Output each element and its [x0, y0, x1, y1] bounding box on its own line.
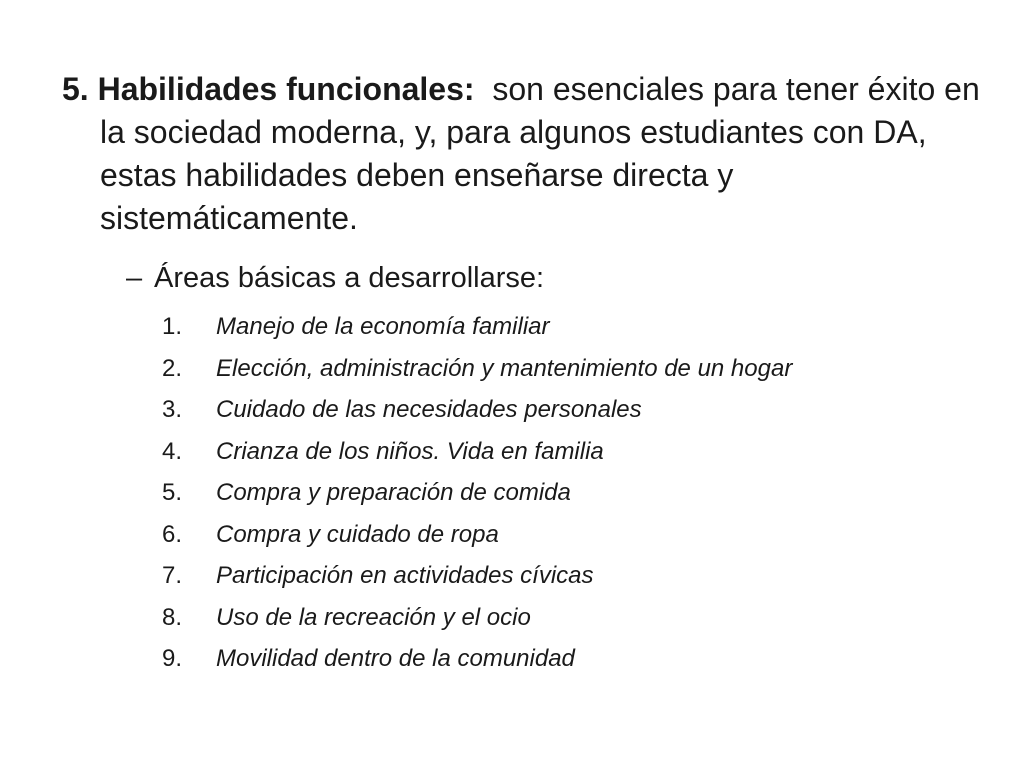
item-number: 5. [162, 479, 183, 506]
item-text: Cuidado de las necesidades personales [216, 396, 642, 423]
item-text: Movilidad dentro de la comunidad [216, 645, 575, 672]
list-item [162, 306, 792, 348]
item-text: Elección, administración y mantenimiento de un hogar [216, 354, 793, 382]
item-number: 9. [162, 645, 183, 672]
numbered-list [162, 306, 792, 680]
item-number: 6. [162, 520, 183, 548]
list-item [162, 389, 792, 431]
item-number: 1. [162, 313, 183, 340]
list-item [162, 348, 792, 390]
list-item [162, 514, 792, 556]
list-item [162, 597, 792, 639]
sub-bullet [126, 258, 544, 298]
item-number: 3. [162, 396, 183, 423]
item-text: Uso de la recreación y el ocio [216, 603, 531, 631]
list-item [162, 431, 792, 473]
list-item [162, 638, 792, 680]
item-number: 8. [162, 603, 183, 631]
item-text: Compra y preparación de comida [216, 479, 571, 506]
item-text: Manejo de la economía familiar [216, 313, 550, 340]
item-number: 2. [162, 354, 183, 382]
subheading-text: Áreas básicas a desarrollarse: [154, 262, 545, 294]
item-text: Crianza de los niños. Vida en familia [216, 437, 604, 465]
item-text: Participación en actividades cívicas [216, 562, 594, 589]
list-item [162, 472, 792, 514]
heading-text: son esenciales para tener éxito en la sociedad moderna, y, para algunos estudiantes con DA, estas habilidades deben enseñarse directa y sistemáticamente. [100, 71, 980, 236]
item-number: 4. [162, 437, 183, 465]
item-number: 7. [162, 562, 183, 589]
main-bullet [62, 68, 980, 240]
item-text: Compra y cuidado de ropa [216, 520, 499, 548]
dash-marker: – [126, 262, 143, 294]
list-item [162, 555, 792, 597]
heading-lead: 5. Habilidades funcionales: [62, 71, 475, 107]
